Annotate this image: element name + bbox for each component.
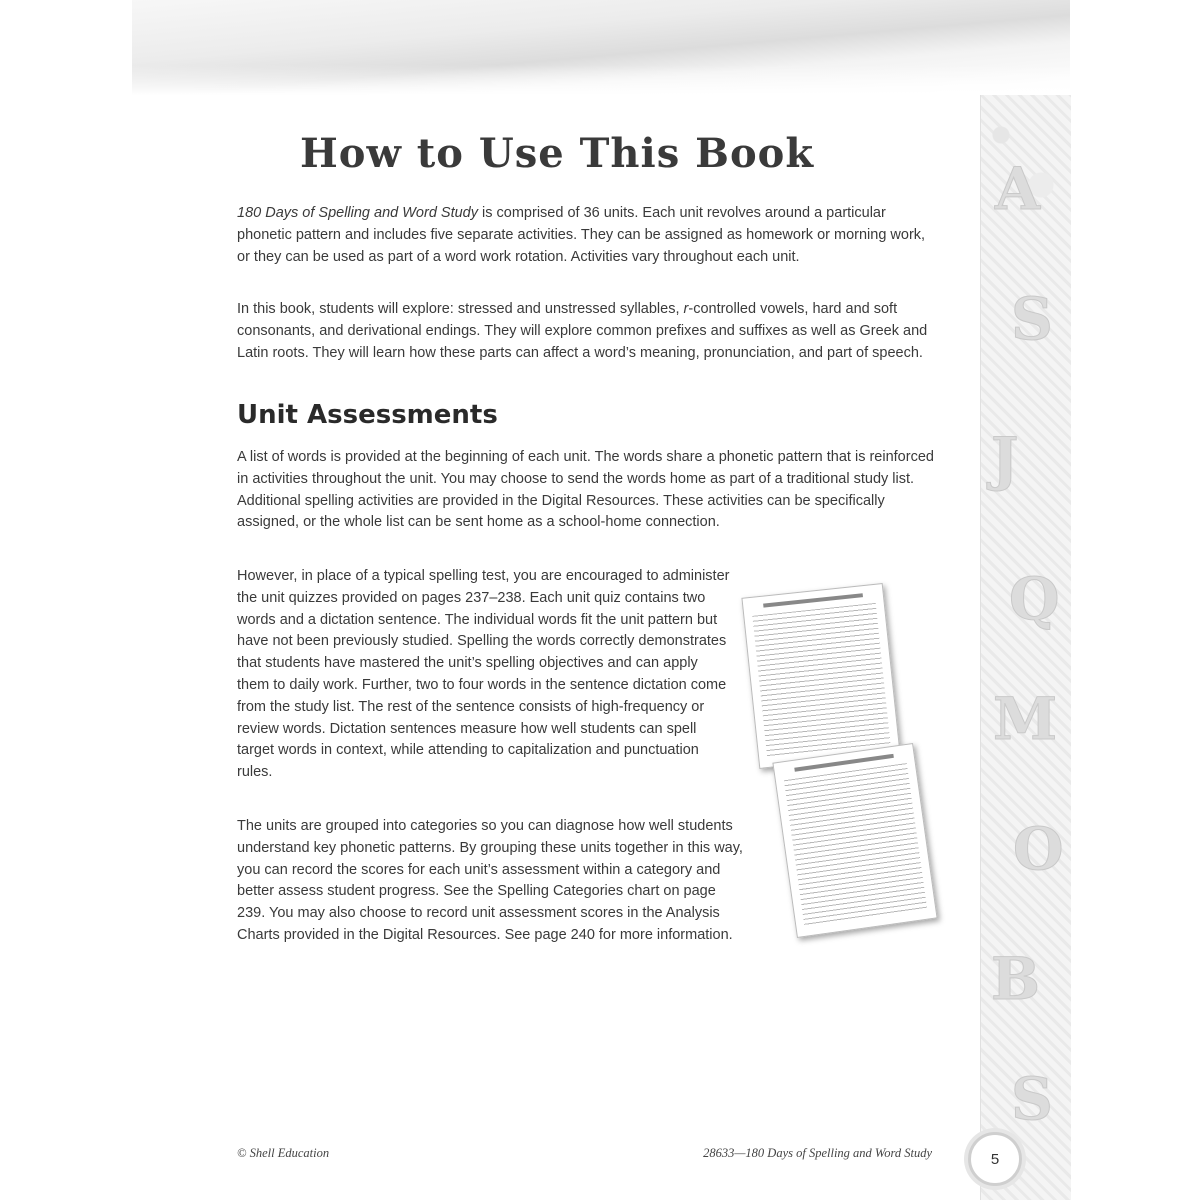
assessment-paragraph-2: However, in place of a typical spelling test, you are encouraged to administer the unit quizzes provided on pages 237–238. Each unit quiz contains two words and a dictation sentence. The individual words fit the unit pattern but have not been previously studied. Spelling the words correctly demonstrates that students have mastered the unit’s spelling objectives and can apply them to daily work. Further, two to four words in the sentence dictation come from the study list. The rest of the sentence consists of high-frequency or review words. Dictation sentences measure how well students can spell target words in context, while attending to capitalization and punctuation rules. [237, 568, 730, 781]
page-title: How to Use This Book [299, 130, 815, 177]
categories-chart-thumbnail [772, 743, 937, 938]
page-number: 5 [968, 1132, 1022, 1186]
quiz-page-thumbnail [741, 583, 900, 769]
book-title: 180 Days of Spelling and Word Study [237, 205, 478, 221]
intro-paragraph-2: In this book, students will explore: stressed and unstressed syllables, r-controlled vowels, hard and soft consonants, and derivational endings. They will explore common prefixes and suffixes as well as Greek and Latin roots. They will learn how these parts can affect a word’s meaning, pronunciation, and part of speech. [237, 301, 928, 361]
page-curl-shadow [132, 0, 1070, 95]
section-heading: Unit Assessments [237, 400, 498, 430]
assessment-paragraph-3: The units are grouped into categories so you can diagnose how well students understand key phonetic patterns. By grouping these units together in this way, you can record the scores for each unit’s assessment within a category and better assess student progress. See the Spelling Categories chart on page 239. You may also choose to record unit assessment scores in the Analysis Charts provided in the Digital Resources. See page 240 for more information. [237, 818, 743, 943]
footer-book-id: 28633—180 Days of Spelling and Word Study [703, 1146, 932, 1160]
decorative-letter-border: A S J Q M O B S [980, 95, 1071, 1200]
intro-paragraph-1: 180 Days of Spelling and Word Study is comprised of 36 units. Each unit revolves around a particular phonetic pattern and includes five separate activities. They can be assigned as homework or morning work, or they can be used as part of a word work rotation. Activities vary throughout each unit. [237, 205, 926, 265]
footer-copyright: © Shell Education [237, 1146, 330, 1160]
book-page [132, 0, 1070, 1200]
assessment-paragraph-1: A list of words is provided at the beginning of each unit. The words share a phonetic pattern that is reinforced in activities throughout the unit. You may choose to send the words home as part of a traditional study list. Additional spelling activities are provided in the Digital Resources. These activities can be specifically assigned, or the whole list can be sent home as a school-home connection. [237, 449, 934, 531]
